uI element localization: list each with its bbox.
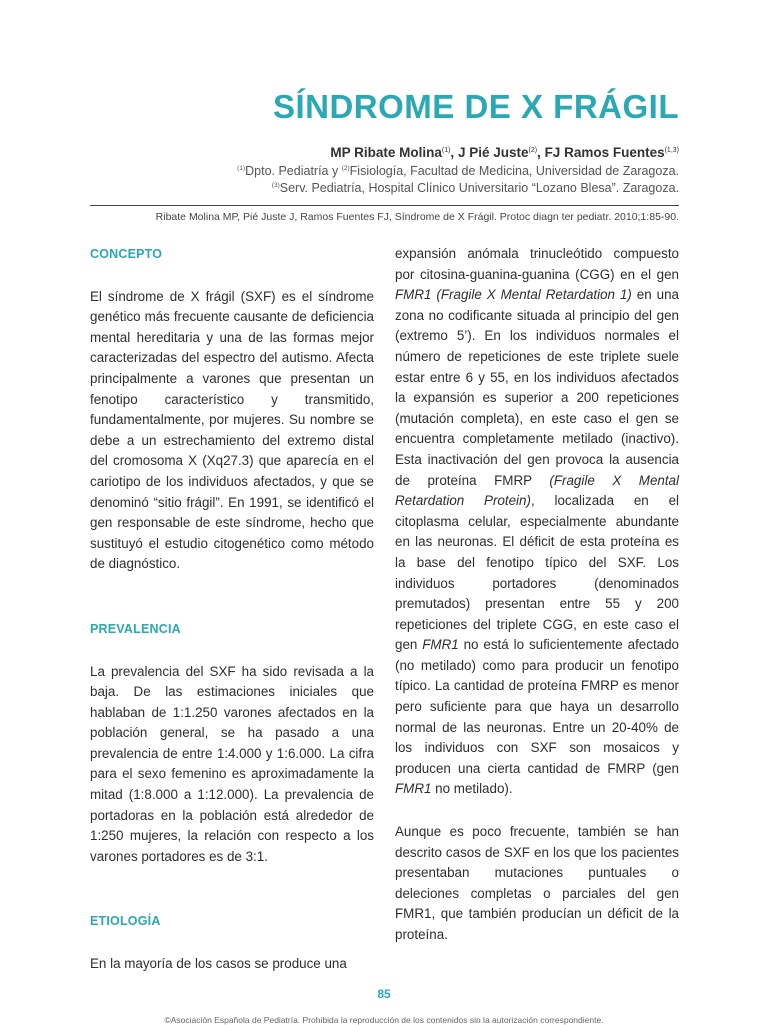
author-affil-marker: (1) bbox=[441, 147, 451, 154]
affil-marker: (1) bbox=[237, 165, 246, 172]
author-affil-marker: (2) bbox=[528, 147, 538, 154]
author-name: J Pié Juste bbox=[457, 145, 529, 160]
affil-marker: (2) bbox=[341, 165, 350, 172]
concepto-paragraph: El síndrome de X frágil (SXF) es el síndrome genético más frecuente causante de deficiencia mental hereditaria y una de las formas mejor caracterizadas del espectro del autismo. Afecta principalmente a varones que presentan un fenotipo característico y transmitido, fundamentalmente, por mujeres. Su nombre se debe a un estrechamiento del extremo distal del cromosoma X (Xq27.3) que aparecía en el cariotipo de los individuos afectados, y que se denominó “sitio frágil”. En 1991, se identificó el gen responsable de este síndrome, hecho que sustituyó el estudio citogenético como método de diagnóstico. bbox=[90, 288, 374, 572]
page-title: SÍNDROME DE X FRÁGIL bbox=[272, 88, 679, 125]
prevalencia-paragraph: La prevalencia del SXF ha sido revisada a la baja. De las estimaciones iniciales que hablaban de 1:1.250 varones afectados en la población general, se ha pasado a una prevalencia de entre 1:4.000 y 1:6.000. La cifra para el sexo femenino es aproximadamente la mitad (1:8.000 a 1:12.000). La prevalencia de portadoras en la población está alrededor de 1:250 mujeres, la relación con respecto a los varones portadores es de 3:1. bbox=[90, 663, 374, 864]
text-run: no metilado). bbox=[431, 781, 513, 797]
affiliation-line-2 bbox=[272, 181, 679, 195]
left-column bbox=[90, 244, 374, 997]
gene-name: FMR1 bbox=[395, 781, 432, 797]
right-column bbox=[395, 244, 679, 968]
etiologia-paragraph-start: En la mayoría de los casos se produce una bbox=[90, 956, 347, 972]
protein-name: (Fragile X Mental Retardation Protein) bbox=[395, 472, 679, 509]
affiliation-line-1 bbox=[237, 164, 679, 178]
affil-text: Dpto. Pediatría y bbox=[245, 164, 342, 178]
author-name: FJ Ramos Fuentes bbox=[544, 145, 665, 160]
author-affil-marker: (1,3) bbox=[664, 147, 679, 154]
section-heading-concepto: CONCEPTO bbox=[90, 247, 163, 261]
affil-text: Fisiología, Facultad de Medicina, Universidad de Zaragoza. bbox=[349, 164, 679, 178]
etiologia-paragraph-2: Aunque es poco frecuente, también se han descrito casos de SXF en los que los pacientes presentaban mutaciones puntuales o deleciones completas o parciales del gen FMR1, que también producían un déficit de la proteína. bbox=[395, 824, 679, 942]
author-list: MP Ribate Molina$^{(1)}$, J Pié Juste$^{(2)}$, FJ Ramos Fuentes$^{(1,3)}$ bbox=[330, 145, 679, 160]
header-divider bbox=[90, 205, 679, 206]
citation-line: Ribate Molina MP, Pié Juste J, Ramos Fuentes FJ, Síndrome de X Frágil. Protoc diagn ter pediatr. 2010;1:85-90. bbox=[155, 211, 679, 223]
text-run: , localizada en el citoplasma celular, especialmente abundante en las neuronas. El déficit de esta proteína es la base del fenotipo típico del SXF. Los individuos portadores (denominados premutados) presentan entre 55 y 200 repeticiones del triplete CGG, en este caso el gen bbox=[395, 493, 679, 653]
text-run: expansión anómala trinucleótido compuesto por citosina-guanina-guanina (CGG) en el gen bbox=[395, 246, 679, 282]
copyright-notice: ©Asociación Española de Pediatría. Prohibida la reproducción de los contenidos sin la autorización correspondiente. bbox=[164, 1015, 604, 1025]
author-name: MP Ribate Molina bbox=[330, 145, 442, 160]
page-number: 85 bbox=[377, 987, 391, 1001]
affil-text: Serv. Pediatría, Hospital Clínico Universitario “Lozano Blesa”. Zaragoza. bbox=[279, 181, 679, 195]
section-heading-etiologia: ETIOLOGÍA bbox=[90, 914, 161, 929]
gene-name: FMR1 (Fragile X Mental Retardation 1) bbox=[395, 287, 632, 303]
gene-name: FMR1 bbox=[422, 637, 459, 653]
text-run: en una zona no codificante situada al principio del gen (extremo 5’). En los individuos normales el número de repeticiones de este triplete suele estar entre 6 y 55, en los individuos afectados la expansión es superior a 200 repeticiones (mutación completa), en este caso el gen se encuentra completamente metilado (inactivo). Esta inactivación del gen provoca la ausencia de proteína FMRP bbox=[395, 287, 679, 488]
section-spacer bbox=[90, 597, 374, 619]
affil-marker: (3) bbox=[271, 182, 280, 189]
section-heading-prevalencia: PREVALENCIA bbox=[90, 621, 181, 636]
section-spacer bbox=[90, 889, 374, 911]
text-run: no está lo suficientemente afectado (no metilado) como para producir un fenotipo típico. La cantidad de proteína FMRP es menor pero suficiente para que haya un desarrollo normal de las neuronas. Entre un 20-40% de los individuos con SXF son mosaicos y producen una cierta cantidad de FMRP (gen bbox=[395, 637, 680, 776]
etiologia-paragraph-continued bbox=[395, 244, 679, 800]
